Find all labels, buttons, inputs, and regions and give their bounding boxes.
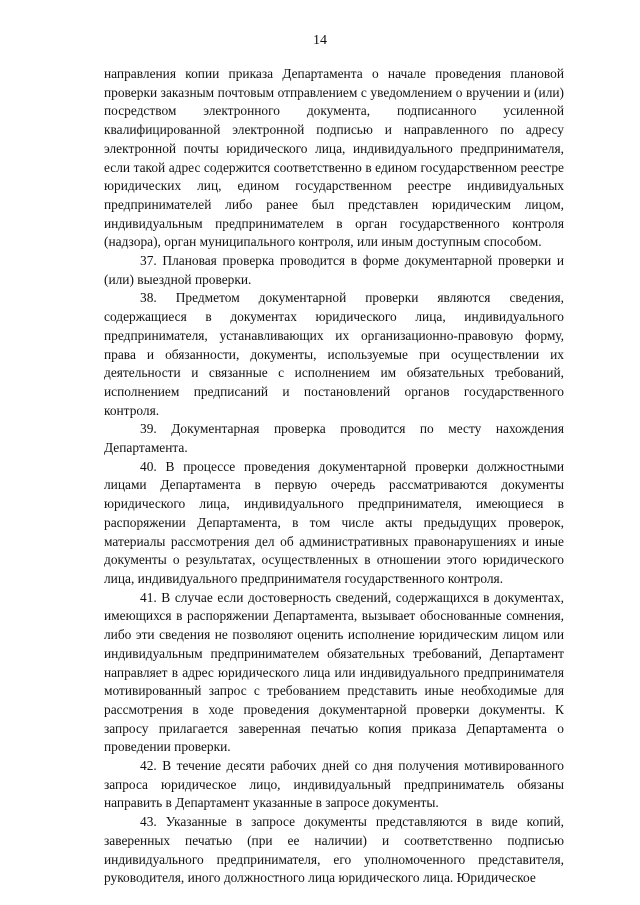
page-number: 14 <box>313 33 327 48</box>
paragraph-37: 37. Плановая проверка проводится в форме документарной проверки и (или) выездной проверки. <box>104 253 564 287</box>
document-body <box>104 65 564 888</box>
paragraph-41: 41. В случае если достоверность сведений, содержащихся в документах, имеющихся в распоряжении Департамента, вызывает обоснованные сомнения, либо эти сведения не позволяют оценить исполнение юридическим лицом или индивидуальным предпринимателем обязательных требований, Департамент направляет в адрес юридического лица или индивидуального предпринимателя мотивированный запрос с требованием представить иные необходимые для рассмотрения в ходе проведения документарной проверки документы. К запросу прилагается заверенная печатью копия приказа Департамента о проведении проверки. <box>104 589 564 755</box>
paragraph-43: 43. Указанные в запросе документы представляются в виде копий, заверенных печатью (при ее наличии) и соответственно подписью индивидуального предпринимателя, его уполномоченного представителя, руководителя, иного должностного лица юридического лица. Юридическое <box>104 814 564 886</box>
paragraph-38: 38. Предметом документарной проверки являются сведения, содержащиеся в документах юридического лица, индивидуального предпринимателя, устанавливающих их организационно-правовую форму, права и обязанности, документы, используемые при осуществлении их деятельности и связанные с исполнением им обязательных требований, исполнением предписаний и постановлений органов государственного контроля. <box>104 290 564 418</box>
paragraph-42: 42. В течение десяти рабочих дней со дня получения мотивированного запроса юридическое лицо, индивидуальный предприниматель обязаны направить в Департамент указанные в запросе документы. <box>104 758 564 811</box>
paragraph-39: 39. Документарная проверка проводится по месту нахождения Департамента. <box>104 421 564 456</box>
paragraph-40: 40. В процессе проведения документарной проверки должностными лицами Департамента в первую очередь рассматриваются документы юридического лица, индивидуального предпринимателя, имеющиеся в распоряжении Департамента, в том числе акты предыдущих проверок, материалы рассмотрения дел об административных правонарушениях и иные документы о результатах, осуществленных в отношении этого юридического лица, индивидуального предпринимателя государственного контроля. <box>104 458 564 586</box>
paragraph-continuation: направления копии приказа Департамента о начале проведения плановой проверки заказным почтовым отправлением с уведомлением о вручении и (или) посредством электронного документа, подписанного усиленной квалифицированной электронной подписью и направленного по адресу электронной почты юридического лица, индивидуального предпринимателя, если такой адрес содержится соответственно в едином государственном реестре юридических лиц, едином государственном реестре индивидуальных предпринимателей либо ранее был представлен юридическим лицом, индивидуальным предпринимателем в орган государственного контроля (надзора), орган муниципального контроля, или иным доступным способом. <box>104 66 564 250</box>
